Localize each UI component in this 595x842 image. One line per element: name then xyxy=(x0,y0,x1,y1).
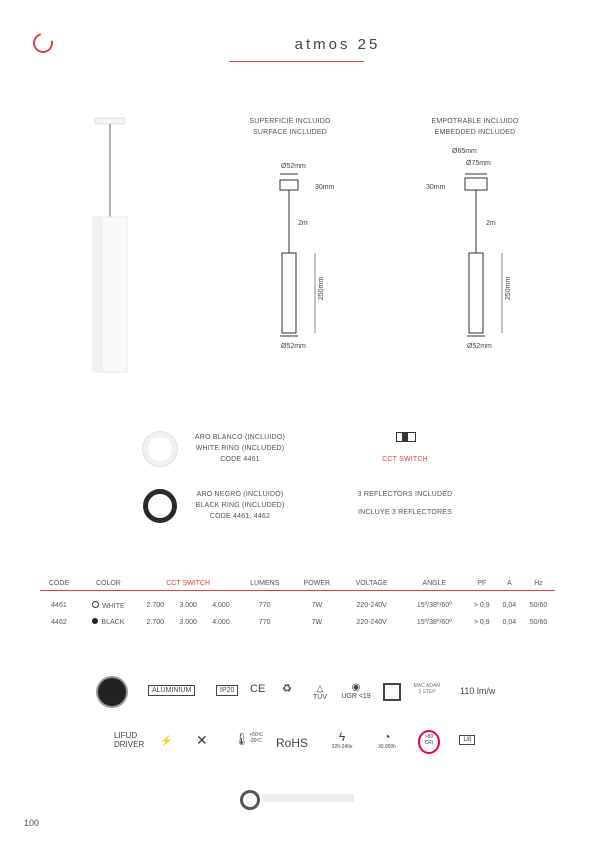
no-flicker-icon: ✕ xyxy=(196,732,208,748)
table-row: 4461 WHITE 2.700 3.000 4.000 770 7W 220-240V 15º/38º/60º > 0,9 0,04 50/60 xyxy=(51,602,548,610)
surface-d1: Ø52mm xyxy=(281,163,306,170)
title-underline xyxy=(229,61,364,62)
th-color: COLOR xyxy=(78,577,139,591)
black-ring-text: ARO NEGRO (INCLUIDO) BLACK RING (INCLUDED) CODE 4461, 4462 xyxy=(195,491,285,520)
ugr-icon: ◉ UGR <19 xyxy=(341,682,371,700)
aluminium-icon: ALUMINIUM xyxy=(148,685,195,696)
th-voltage: VOLTAGE xyxy=(342,577,402,591)
surface-cable: 2m xyxy=(298,220,308,227)
th-power: POWER xyxy=(292,577,342,591)
black-ring-image xyxy=(143,489,177,523)
white-dot-icon xyxy=(92,601,99,608)
ce-icon: CE xyxy=(250,683,266,695)
black-dot-icon xyxy=(92,618,98,624)
th-cct: CCT SWITCH xyxy=(139,577,237,591)
weee-bin-icon: ♻ xyxy=(282,683,292,695)
reflectors-es: INCLUYE 3 REFLECTORES xyxy=(358,509,452,516)
footer-brand-icon xyxy=(240,790,260,810)
th-code: CODE xyxy=(40,577,78,591)
enec-icon: ⚡ xyxy=(160,736,173,747)
page-number: 100 xyxy=(24,818,40,828)
product-image xyxy=(85,110,135,380)
surface-d2: Ø52mm xyxy=(281,343,306,350)
cct-switch-label: CCT SWITCH xyxy=(382,456,428,463)
rohs-icon: RoHS xyxy=(276,736,309,750)
cct-switch-icon xyxy=(396,432,416,442)
th-pf: PF xyxy=(467,577,497,591)
table-row: 4462 BLACK 2.700 3.000 4.000 770 7W 220-240V 15º/38º/60º > 0,9 0,04 50/60 xyxy=(51,618,548,626)
cri-icon: >80 CRI xyxy=(418,730,440,754)
th-lumens: LUMENS xyxy=(237,577,292,591)
th-angle: ANGLE xyxy=(402,577,467,591)
lmw-icon: 110 lm/w xyxy=(460,686,496,696)
embedded-label: EMPOTRABLE INCLUIDO EMBEDDED INCLUDED xyxy=(431,118,519,136)
embedded-d2: Ø52mm xyxy=(467,343,492,350)
th-hz: Hz xyxy=(522,577,555,591)
embedded-cable: 2m xyxy=(486,220,496,227)
voltage-icon: ϟ 220-240v xyxy=(331,730,353,750)
white-ring-text: ARO BLANCO (INCLUIDO) WHITE RING (INCLUDED) CODE 4461 xyxy=(194,434,286,463)
tuv-icon: △ TÜV xyxy=(313,683,327,701)
embedded-dimension-drawing xyxy=(455,160,525,360)
macadam-icon: MAC ADAM 3 STEP xyxy=(413,683,441,695)
footer-brand-logo xyxy=(262,794,354,802)
temperature-icon: 🌡 +50ºC -20ºC xyxy=(234,732,264,746)
page-title: atmos 25 xyxy=(294,36,381,53)
surface-body: 250mm xyxy=(318,276,326,301)
embedded-body: 250mm xyxy=(505,276,513,301)
driver-label: LIFUD DRIVER xyxy=(114,731,145,749)
spec-table xyxy=(40,577,555,630)
package-icon: 1/8 xyxy=(459,735,475,745)
lamp-badge-icon xyxy=(96,676,128,708)
embedded-d1: Ø75mm xyxy=(466,160,491,167)
white-ring-image xyxy=(143,432,177,466)
reflectors-en: 3 REFLECTORS INCLUDED xyxy=(357,491,453,498)
embedded-h1: 30mm xyxy=(426,184,446,191)
ip20-icon: IP20 xyxy=(216,685,238,696)
surface-label: SUPERFICIE INCLUIDO SURFACE INCLUDED xyxy=(249,118,331,136)
th-a: A xyxy=(497,577,523,591)
lifetime-icon: ◔ 30.000h xyxy=(377,730,397,750)
embedded-cut: Ø65mm xyxy=(452,148,477,155)
table-header-row xyxy=(40,577,555,591)
class2-icon xyxy=(383,683,401,701)
surface-h1: 30mm xyxy=(315,184,335,191)
